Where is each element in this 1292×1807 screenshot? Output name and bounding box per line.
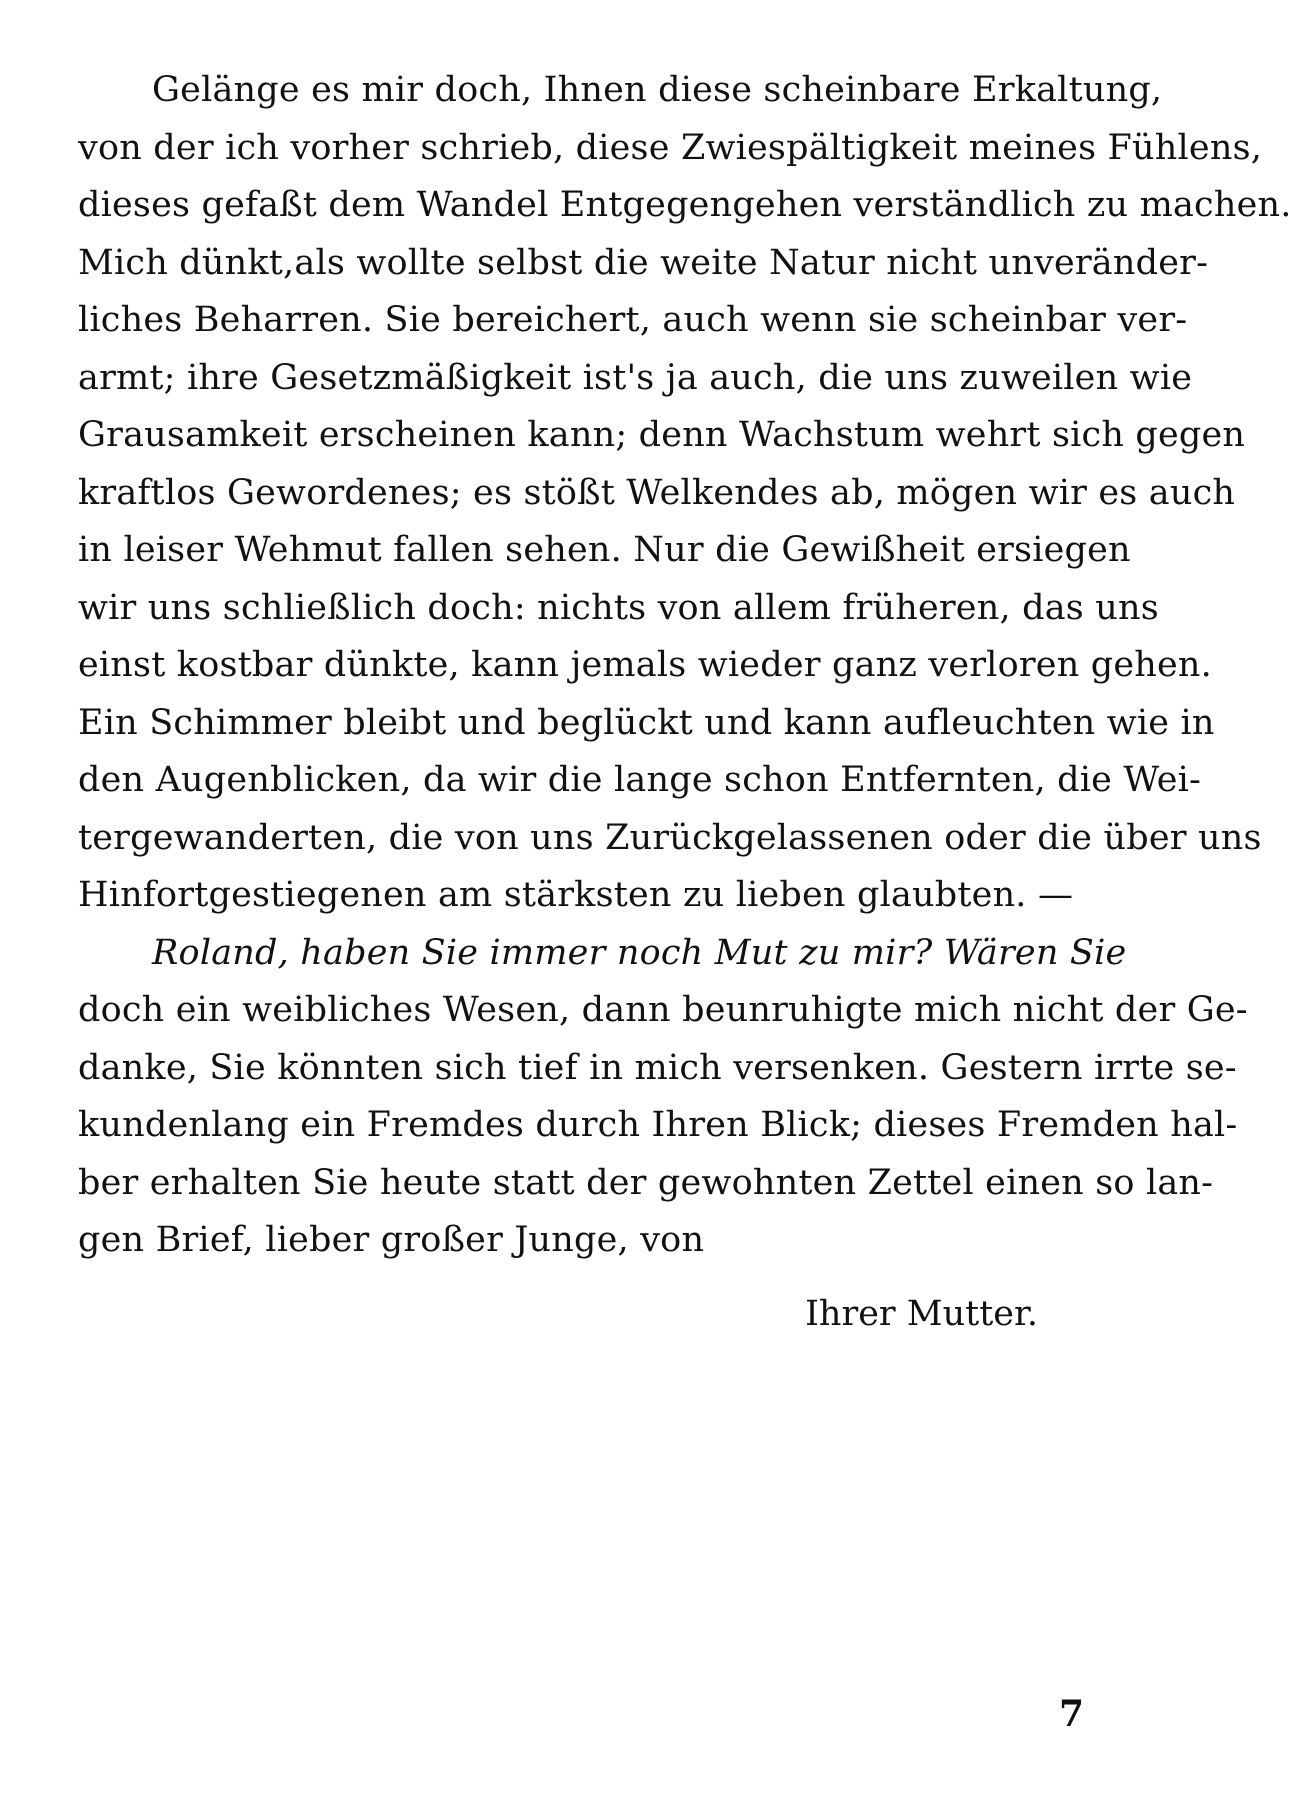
text-line: von der ich vorher schrieb, diese Zwiespältigkeit meines Fühlens, [78,127,1263,168]
text-line: Roland, haben Sie immer noch Mut zu mir? Wären Sie [152,932,1127,973]
text-line: Gelänge es mir doch, Ihnen diese scheinbare Erkaltung, [152,70,1163,110]
text-line: kundenlang ein Fremdes durch Ihren Blick; dieses Fremden hal- [78,1105,1238,1145]
text-line: Hinfortgestiegenen am stärksten zu lieben glaubten. — [78,875,1074,915]
text-line: ber erhalten Sie heute statt der gewohnten Zettel einen so lan- [78,1162,1214,1203]
text-line: Grausamkeit erscheinen kann; denn Wachstum wehrt sich gegen [78,415,1246,455]
body-text [78,62,1292,1270]
text-line: danke, Sie könnten sich tief in mich versenken. Gestern irrte se- [78,1047,1237,1088]
text-line: gen Brief, lieber großer Junge, von [78,1220,705,1260]
page-number: 7 [1058,1693,1084,1735]
text-line: wir uns schließlich doch: nichts von allem früheren, das uns [78,587,1159,628]
text-line: liches Beharren. Sie bereichert, auch wenn sie scheinbar ver- [78,300,1188,340]
text-line: kraftlos Gewordenes; es stößt Welkendes ab, mögen wir es auch [78,472,1236,513]
text-line: einst kostbar dünkte, kann jemals wieder ganz verloren gehen. [78,645,1212,685]
text-line: tergewanderten, die von uns Zurückgelassenen oder die über uns [78,817,1262,858]
text-line: dieses gefaßt dem Wandel Entgegengehen verständlich zu machen. [78,185,1292,225]
text-line: Mich dünkt,als wollte selbst die weite Natur nicht unveränder- [78,242,1209,283]
text-line: den Augenblicken, da wir die lange schon Entfernten, die Wei- [78,760,1202,800]
text-line: doch ein weibliches Wesen, dann beunruhigte mich nicht der Ge- [78,990,1248,1030]
text-line: armt; ihre Gesetzmäßigkeit ist's ja auch, die uns zuweilen wie [78,357,1193,398]
text-line: Ein Schimmer bleibt und beglückt und kann aufleuchten wie in [78,702,1215,743]
text-line: in leiser Wehmut fallen sehen. Nur die Gewißheit ersiegen [78,530,1131,570]
signature: Ihrer Mutter. [805,1294,1038,1334]
